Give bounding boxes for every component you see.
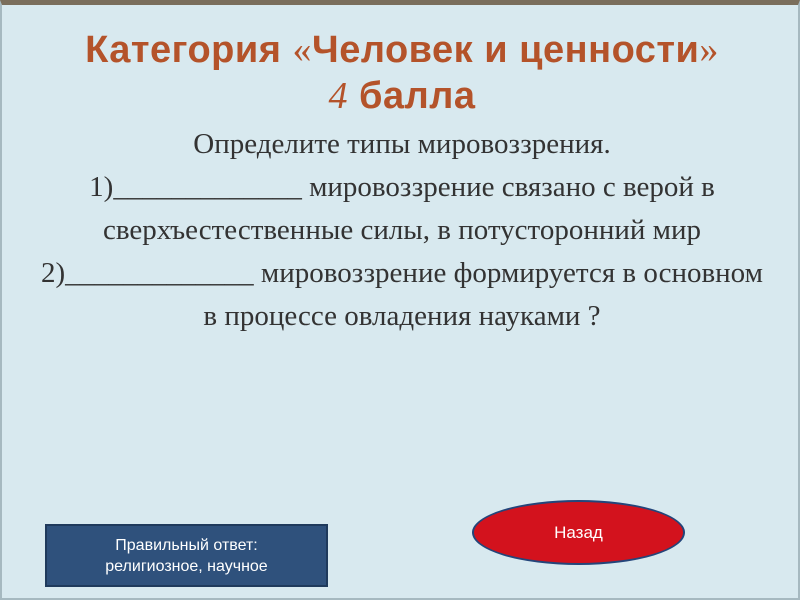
- back-button[interactable]: [472, 500, 685, 565]
- title-part-points: балла: [347, 75, 476, 117]
- answer-value: религиозное, научное: [105, 557, 268, 575]
- back-button-label: Назад: [554, 522, 603, 542]
- title-part-category: Категория: [85, 29, 293, 71]
- title-score: 4: [328, 75, 348, 117]
- answer-label: Правильный ответ:: [115, 536, 258, 554]
- title-quote-open: «: [292, 29, 312, 71]
- title-quote-close: »: [699, 29, 719, 71]
- correct-answer-box: [45, 524, 328, 587]
- question-body: [32, 123, 772, 338]
- question-item-1: 1)_____________ мировоззрение связано с верой в сверхъестественные силы, в потусторонний мир: [89, 171, 715, 246]
- question-item-2: 2)_____________ мировоззрение формируется в основном в процессе овладения науками ?: [41, 257, 763, 332]
- title-part-topic: Человек и ценности: [312, 29, 700, 71]
- question-intro: Определите типы мировоззрения.: [193, 128, 611, 160]
- slide-title: [82, 27, 722, 119]
